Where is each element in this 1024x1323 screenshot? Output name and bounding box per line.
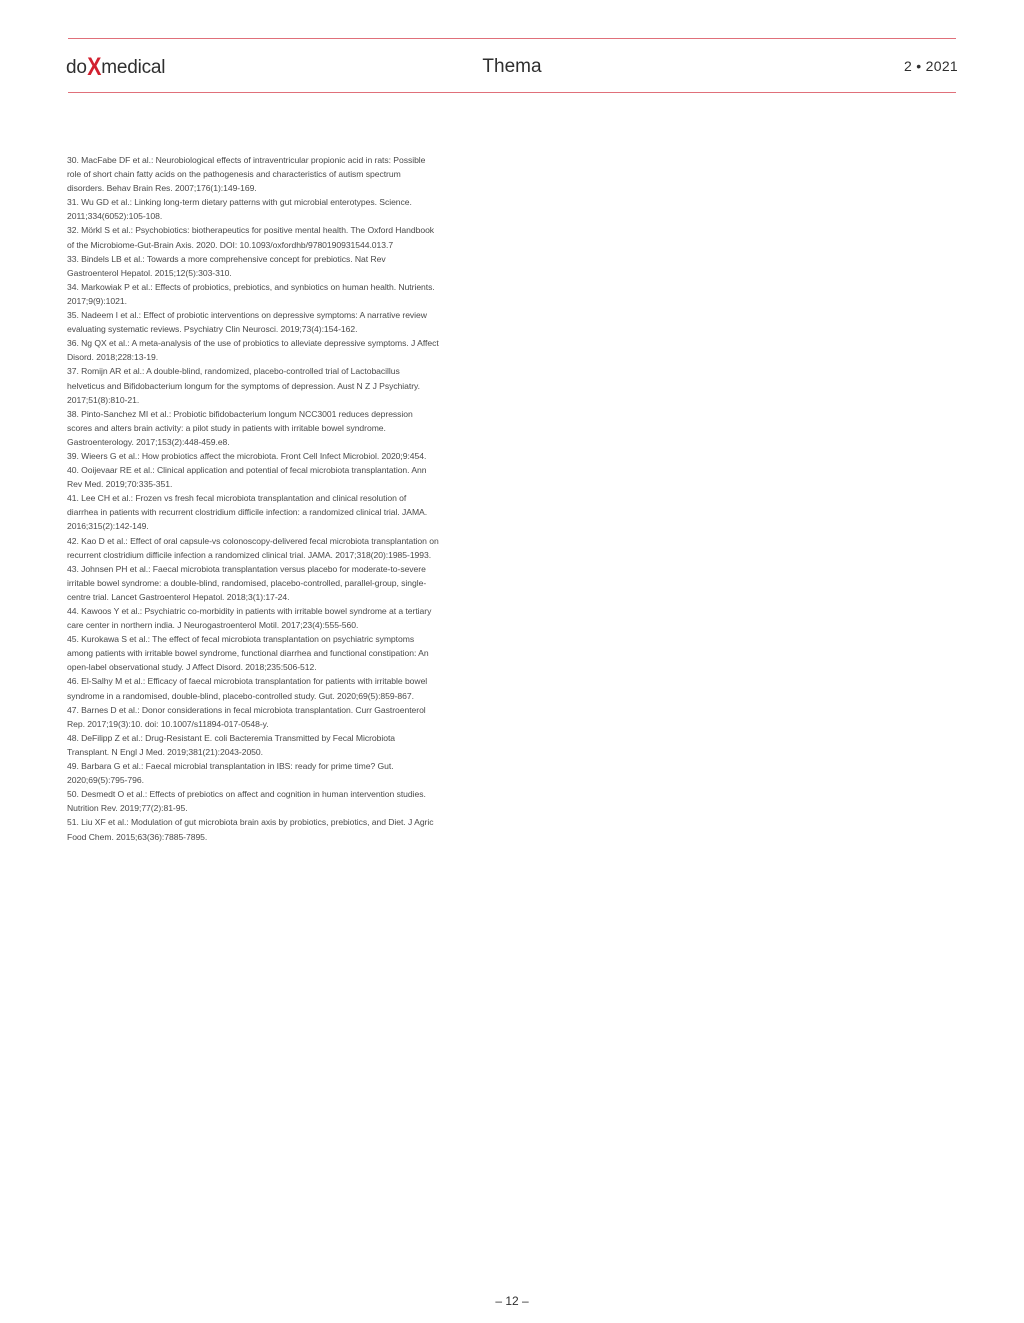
reference-item: 46. El-Salhy M et al.: Efficacy of faecal microbiota transplantation for patients with irritable bowel syndrome in a randomised, double-blind, placebo-controlled study. Gut. 2020;69(5):859-867.: [67, 676, 428, 701]
header-bottom-rule: [68, 92, 956, 93]
reference-item: 47. Barnes D et al.: Donor considerations in fecal microbiota transplantation. Curr Gastroenterol Rep. 2017;19(3):10. doi: 10.1007/s11894-017-0548-y.: [67, 704, 426, 729]
page-number: – 12 –: [495, 1294, 529, 1308]
reference-item: 49. Barbara G et al.: Faecal microbial transplantation in IBS: ready for prime time? Gut. 2020;69(5):795-796.: [67, 761, 394, 786]
reference-item: 39. Wieers G et al.: How probiotics affect the microbiota. Front Cell Infect Microbiol. 2020;9:454.: [67, 450, 427, 461]
reference-item: 51. Liu XF et al.: Modulation of gut microbiota brain axis by probiotics, prebiotics, and Diet. J Agric Food Chem. 2015;63(36):7885-7895.: [67, 817, 434, 842]
reference-list: [67, 153, 439, 844]
reference-item: 43. Johnsen PH et al.: Faecal microbiota transplantation versus placebo for moderate-to-severe irritable bowel syndrome: a double-blind, randomised, placebo-controlled, parallel-group, single-centre trial. Lancet Gastroenterol Hepatol. 2018;3(1):17-24.: [67, 563, 427, 602]
reference-item: 31. Wu GD et al.: Linking long-term dietary patterns with gut microbial enterotypes. Science. 2011;334(6052):105-108.: [67, 197, 412, 222]
reference-item: 32. Mörkl S et al.: Psychobiotics: biotherapeutics for positive mental health. The Oxford Handbook of the Microbiome-Gut-Brain Axis. 2020. DOI: 10.1093/oxfordhb/9780190931544.013.7: [67, 225, 435, 250]
reference-item: 33. Bindels LB et al.: Towards a more comprehensive concept for prebiotics. Nat Rev Gastroenterol Hepatol. 2015;12(5):303-310.: [67, 253, 386, 278]
logo-prefix: do: [66, 57, 87, 78]
reference-item: 37. Romijn AR et al.: A double-blind, randomized, placebo-controlled trial of Lactobacillus helveticus and Bifidobacterium longum for the symptoms of depression. Aust N Z J Psychiatry. 2017;51(8):810-21.: [67, 366, 420, 405]
section-title: Thema: [482, 56, 542, 77]
issue-number: 2 • 2021: [903, 58, 958, 74]
reference-item: 41. Lee CH et al.: Frozen vs fresh fecal microbiota transplantation and clinical resolution of diarrhea in patients with recurrent clostridium difficile infection: a randomized clinical trial. JAMA. 2016;315(2):142-149.: [67, 493, 428, 532]
logo-x-mark: X: [86, 53, 101, 81]
reference-item: 45. Kurokawa S et al.: The effect of fecal microbiota transplantation on psychiatric symptoms among patients with irritable bowel syndrome, functional diarrhea and functional constipation: An open-label observational study. J Affect Disord. 2018;235:506-512.: [67, 634, 429, 673]
reference-item: 44. Kawoos Y et al.: Psychiatric co-morbidity in patients with irritable bowel syndrome at a tertiary care center in northern india. J Neurogastroenterol Motil. 2017;23(4):555-560.: [67, 606, 432, 631]
reference-item: 35. Nadeem I et al.: Effect of probiotic interventions on depressive symptoms: A narrative review evaluating systematic reviews. Psychiatry Clin Neurosci. 2019;73(4):154-162.: [67, 310, 427, 335]
reference-item: 42. Kao D et al.: Effect of oral capsule-vs colonoscopy-delivered fecal microbiota transplantation on recurrent clostridium difficile infection a randomized clinical trial. JAMA. 2017;318(20):1985-1993.: [67, 535, 439, 560]
logo-suffix: medical: [101, 57, 166, 78]
reference-item: 50. Desmedt O et al.: Effects of prebiotics on affect and cognition in human intervention studies. Nutrition Rev. 2019;77(2):81-95.: [67, 789, 426, 814]
reference-item: 30. MacFabe DF et al.: Neurobiological effects of intraventricular propionic acid in rats: Possible role of short chain fatty acids on the pathogenesis and characteristics of autism spectrum disorders. Behav Brain Res. 2007;176(1):149-169.: [67, 155, 426, 194]
reference-item: 36. Ng QX et al.: A meta-analysis of the use of probiotics to alleviate depressive symptoms. J Affect Disord. 2018;228:13-19.: [67, 338, 439, 363]
header-top-rule: [68, 38, 956, 39]
reference-item: 40. Ooijevaar RE et al.: Clinical application and potential of fecal microbiota transplantation. Ann Rev Med. 2019;70:335-351.: [67, 465, 427, 490]
reference-item: 48. DeFilipp Z et al.: Drug-Resistant E. coli Bacteremia Transmitted by Fecal Microbiota Transplant. N Engl J Med. 2019;381(21):2043-2050.: [67, 732, 396, 757]
reference-item: 34. Markowiak P et al.: Effects of probiotics, prebiotics, and synbiotics on human health. Nutrients. 2017;9(9):1021.: [67, 281, 435, 306]
reference-item: 38. Pinto-Sanchez MI et al.: Probiotic bifidobacterium longum NCC3001 reduces depression scores and alters brain activity: a pilot study in patients with irritable bowel syndrome. Gastroenterology. 2017;153(2):448-459.e8.: [67, 408, 413, 447]
